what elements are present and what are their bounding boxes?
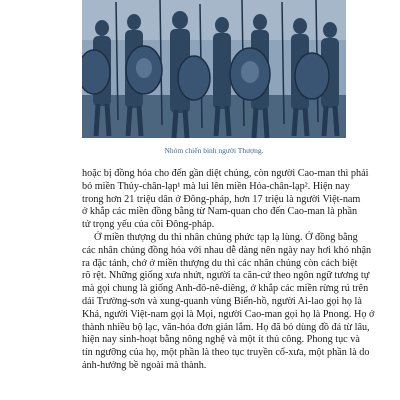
- text-line: hoặc bị đồng hóa cho đến gần diệt chủng, còn người Cao-man thì phải: [82, 168, 369, 179]
- text-line: rõ rệt. Những giống xưa nhứt, người ta căn-cứ theo ngôn ngữ tương tự: [82, 270, 370, 282]
- text-line: Khả, người Việt-nam gọi là Mọi, người Cao-man gọi họ là Pnong. Họ ở: [82, 308, 375, 320]
- text-line: trong hơn 21 triệu dân ở Đông-pháp, hơn 17 triệu là người Việt-nam: [82, 193, 361, 205]
- warriors-photo: [82, 0, 346, 138]
- text-line: Ở miền thượng du thì nhân chủng phức tạp lạ lùng. Ở đồng bằng: [94, 231, 358, 243]
- warriors-illustration: [82, 0, 346, 138]
- text-line: bỏ miền Thủy-chân-lạp¹ mà lui lên miền Hỏa-chân-lạp². Hiện nay: [82, 180, 350, 192]
- body-text: [82, 168, 375, 373]
- text-line: các nhân chủng đồng hóa với nhau dễ dàng nên ngày nay hơi khó nhận: [82, 244, 372, 256]
- text-line: dải Trường-sơn và xung-quanh vùng Biển-hồ, người Ai-lao gọi họ là: [82, 295, 362, 307]
- text-line: mà gọi chung là giống Anh-đô-nê-diêng, ở khắp các miền rừng rú trên: [82, 283, 369, 295]
- text-line: tử trọng yếu của cõi Đông-pháp.: [82, 219, 215, 231]
- text-line: ảnh-hưởng bề ngoài mà thành.: [82, 359, 207, 371]
- text-line: thành nhiều bộ lạc, văn-hóa đơn giản lắm. Họ đã bỏ dùng đồ đá từ lâu,: [82, 321, 370, 333]
- text-line: ở khắp các miền đồng bằng từ Nam-quan cho đến Cao-man là phần: [82, 206, 358, 218]
- text-line: tín ngưỡng của họ, một phần là theo tục truyền cổ-xưa, một phần là do: [82, 347, 370, 359]
- photo-caption: Nhóm chiến binh người Thượng.: [164, 146, 264, 155]
- text-line: ra đặc tánh, chớ ở miền thượng du thì các nhân chủng còn cách biệt: [82, 257, 358, 269]
- text-line: hiện nay sinh-hoạt bằng nông nghệ và một ít thủ công. Phong tục và: [82, 334, 360, 346]
